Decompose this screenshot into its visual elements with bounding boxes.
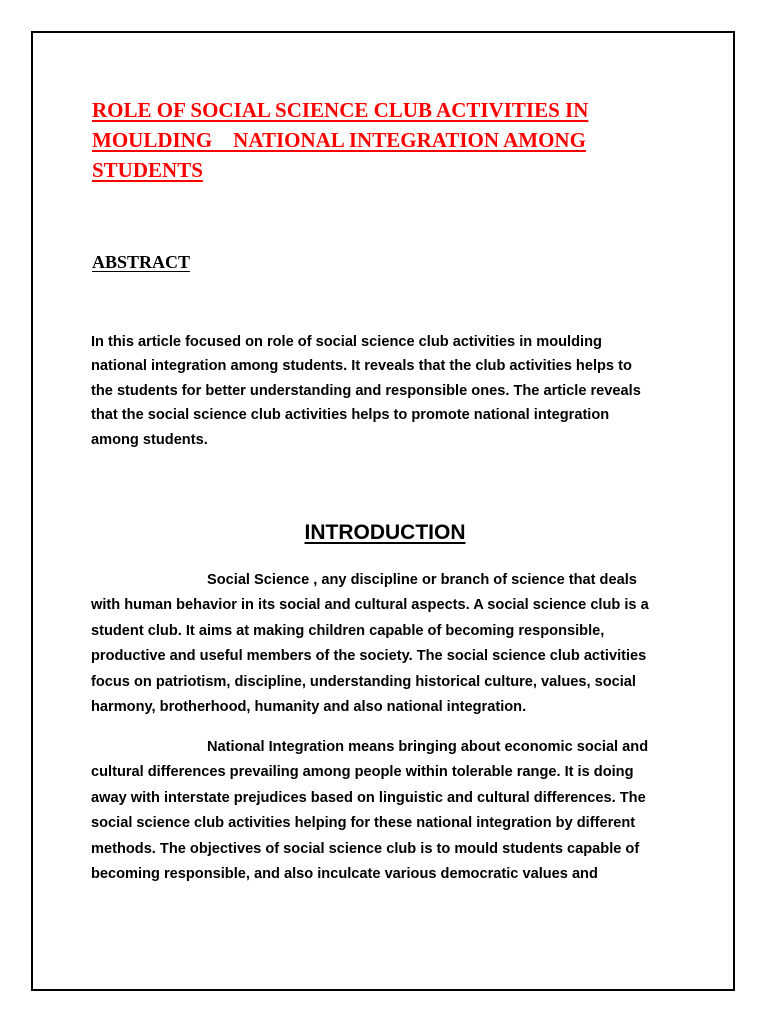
intro-line: student club. It aims at making children capable of becoming responsible, — [91, 622, 605, 639]
introduction-heading: INTRODUCTION — [304, 521, 466, 544]
document-page — [31, 31, 735, 991]
abstract-line: among students. — [91, 431, 208, 448]
title-line: STUDENTS — [92, 158, 203, 182]
title-line: MOULDING NATIONAL INTEGRATION AMONG — [92, 128, 586, 152]
abstract-line: In this article focused on role of social science club activities in moulding — [91, 334, 602, 350]
intro-line: productive and useful members of the society. The social science club activities — [91, 648, 647, 665]
intro-line: away with interstate prejudices based on linguistic and cultural differences. The — [91, 789, 646, 806]
intro-line: social science club activities helping for these national integration by different — [91, 815, 636, 832]
abstract-line: that the social science club activities helps to promote national integration — [91, 407, 610, 424]
document-title — [92, 95, 712, 185]
intro-line: becoming responsible, and also inculcate various democratic values and — [91, 866, 598, 883]
intro-first-line: National Integration means bringing about economic social and — [207, 739, 649, 755]
intro-line: focus on patriotism, discipline, understanding historical culture, values, social — [91, 673, 636, 690]
introduction-paragraph-1 — [91, 568, 691, 720]
intro-line: cultural differences prevailing among people within tolerable range. It is doing — [91, 764, 634, 781]
introduction-paragraph-2 — [91, 735, 691, 887]
abstract-heading: ABSTRACT — [92, 252, 191, 272]
abstract-line: the students for better understanding and responsible ones. The article reveals — [91, 382, 641, 399]
intro-line: methods. The objectives of social science club is to mould students capable of — [91, 840, 640, 857]
intro-first-line: Social Science , any discipline or branch of science that deals — [207, 572, 637, 588]
intro-line: with human behavior in its social and cultural aspects. A social science club is a — [91, 597, 649, 614]
abstract-paragraph — [91, 330, 691, 452]
intro-line: harmony, brotherhood, humanity and also national integration. — [91, 699, 527, 716]
title-line: ROLE OF SOCIAL SCIENCE CLUB ACTIVITIES IN — [92, 98, 589, 122]
abstract-line: national integration among students. It reveals that the club activities helps to — [91, 358, 632, 375]
